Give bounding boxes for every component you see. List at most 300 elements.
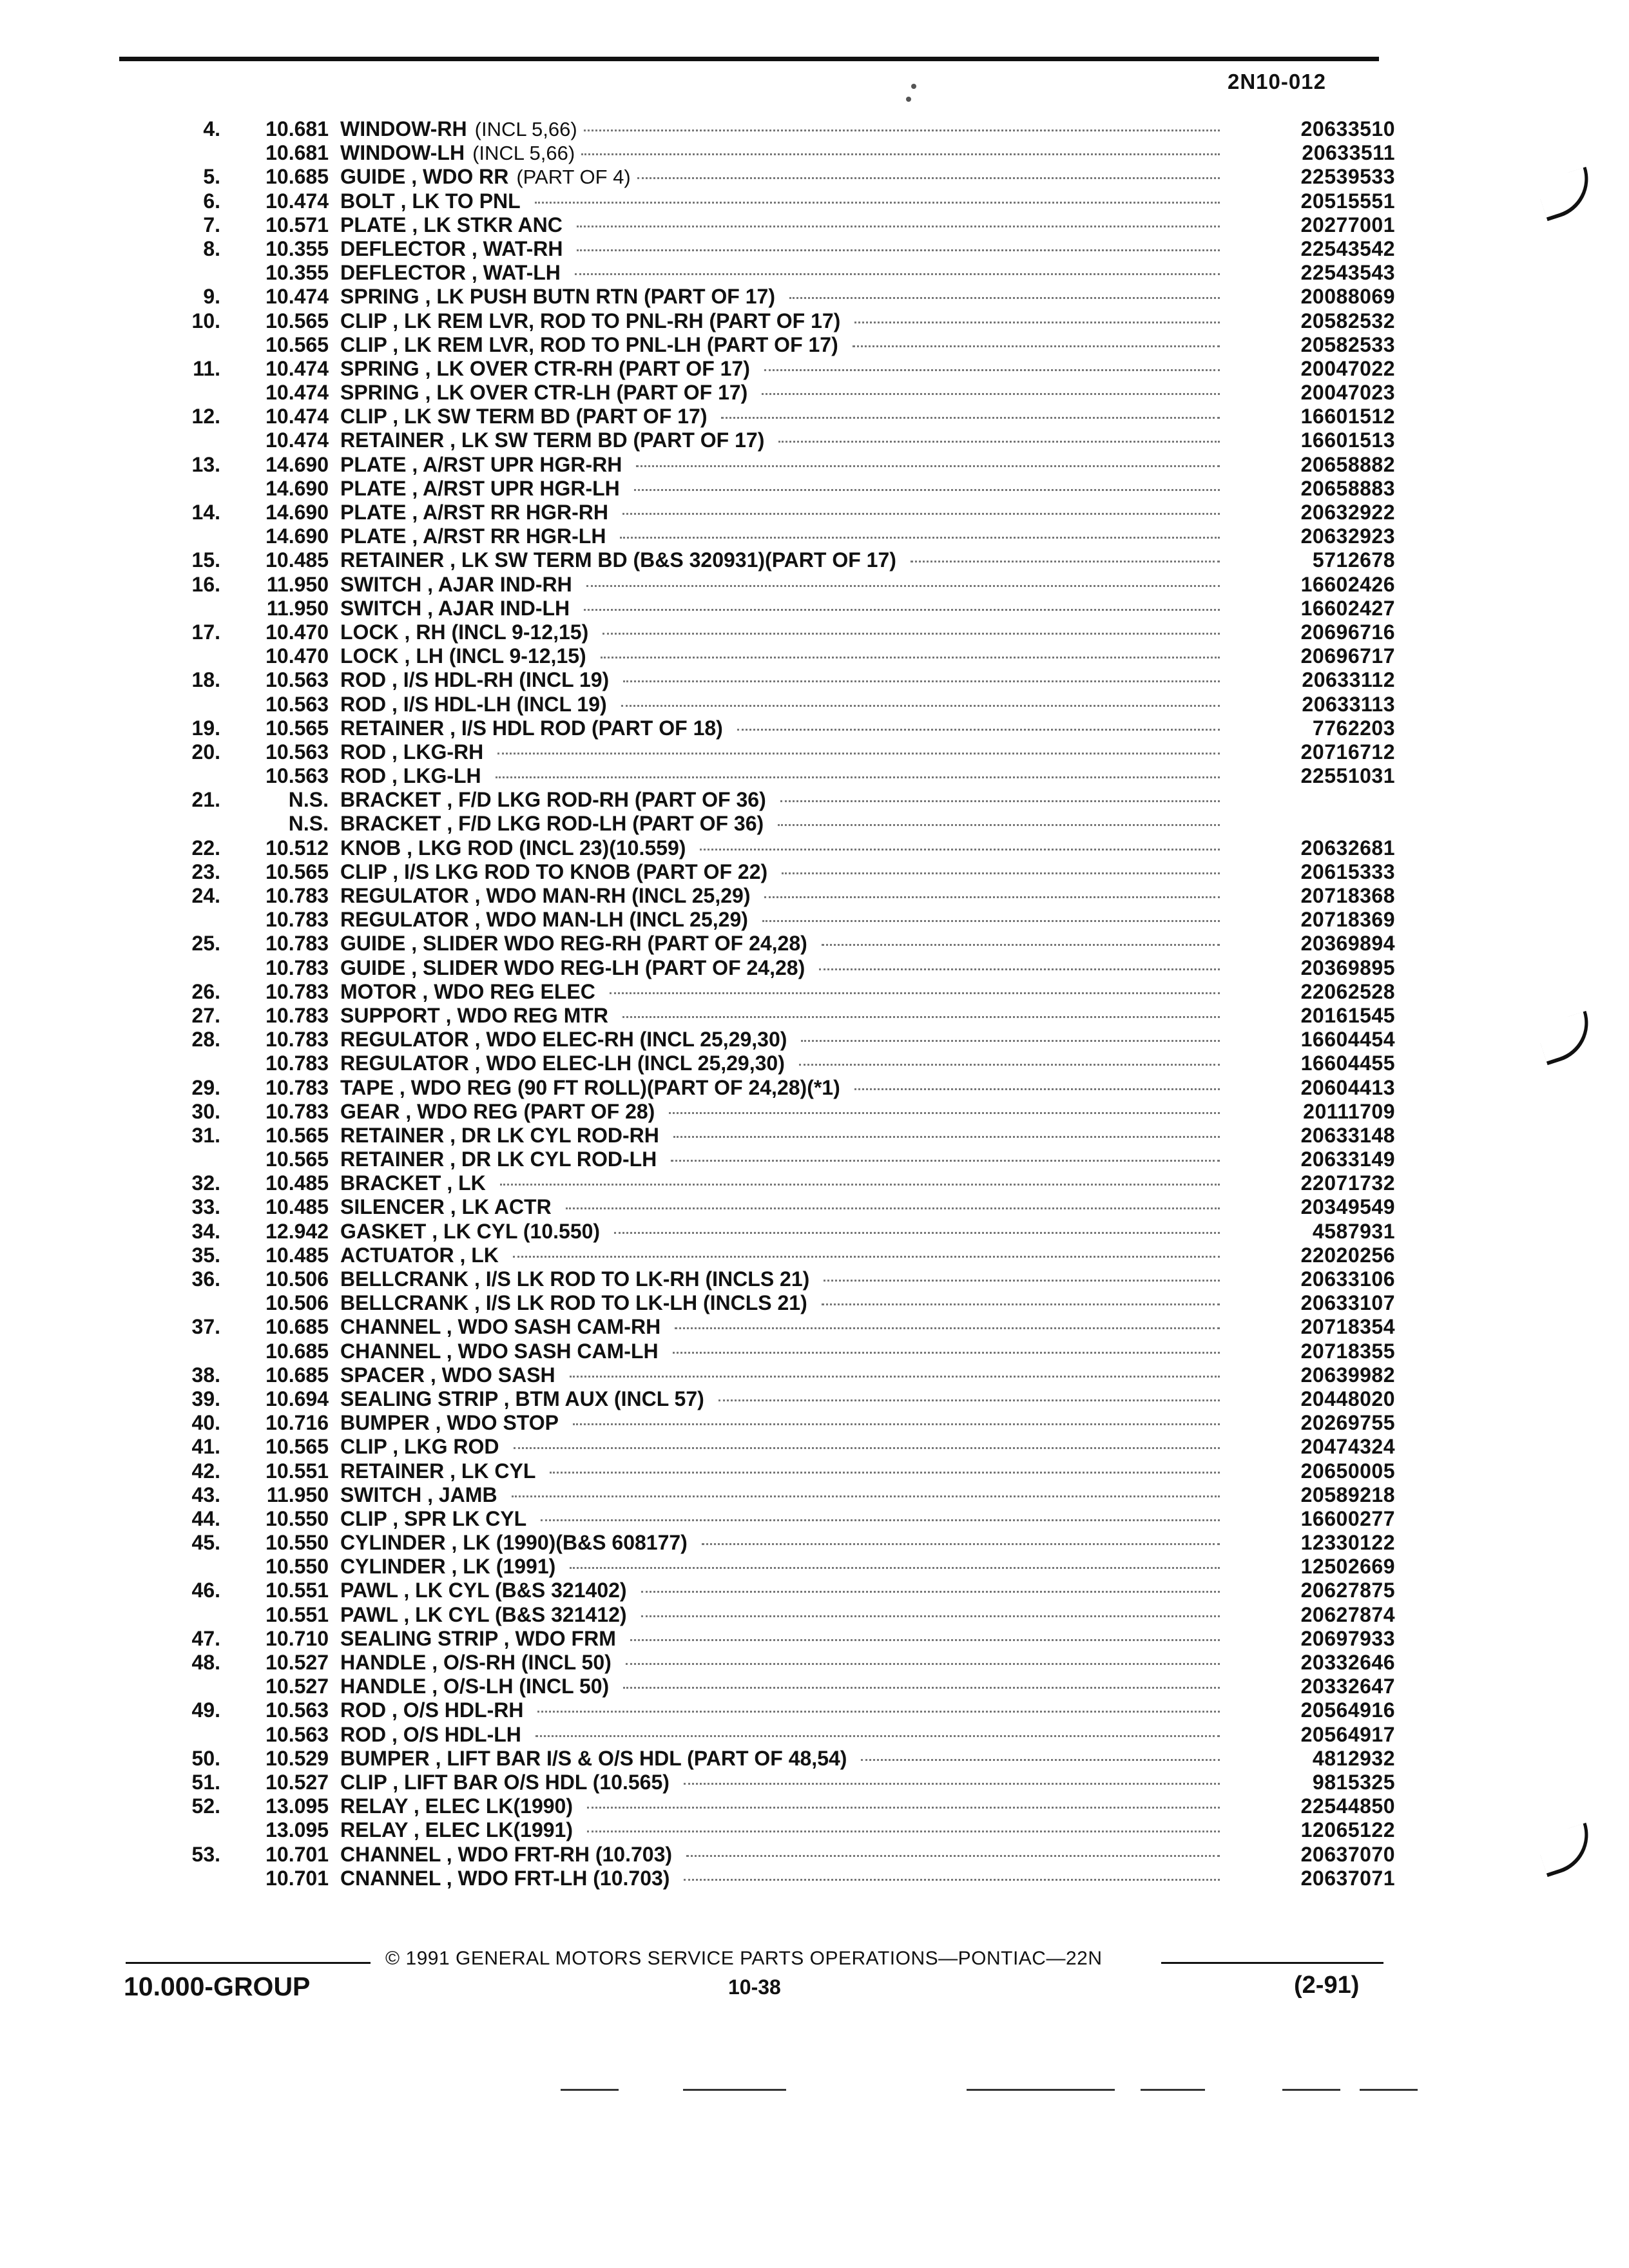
dot-leader bbox=[778, 824, 1220, 826]
group-code: 10.485 bbox=[265, 1243, 329, 1267]
item-number: 14. bbox=[191, 501, 220, 524]
footer-rule-right bbox=[1161, 1962, 1383, 1964]
dot-leader bbox=[570, 1376, 1220, 1378]
dot-leader bbox=[911, 561, 1220, 562]
dot-leader bbox=[762, 393, 1220, 395]
part-description bbox=[340, 1076, 1226, 1100]
dot-leader bbox=[512, 1495, 1220, 1497]
dot-leader bbox=[861, 1759, 1220, 1761]
item-number: 10. bbox=[191, 309, 220, 332]
part-row bbox=[148, 1555, 1395, 1579]
part-row bbox=[148, 261, 1395, 285]
part-name: PLATE , A/RST UPR HGR-RH bbox=[340, 452, 622, 476]
dot-leader bbox=[620, 537, 1220, 539]
part-name: BUMPER , LIFT BAR I/S & O/S HDL (PART OF 48,54) bbox=[340, 1746, 847, 1770]
part-name: SPRING , LK OVER CTR-RH (PART OF 17) bbox=[340, 356, 750, 380]
group-code: 10.563 bbox=[265, 1698, 329, 1722]
part-description bbox=[340, 1555, 1226, 1579]
part-number: 20633149 bbox=[1300, 1148, 1395, 1171]
part-row bbox=[148, 1411, 1395, 1435]
dot-leader bbox=[762, 920, 1220, 922]
part-number: 20369894 bbox=[1300, 932, 1395, 956]
part-row bbox=[148, 1747, 1395, 1771]
part-row bbox=[148, 1483, 1395, 1507]
part-description bbox=[340, 309, 1226, 333]
part-description bbox=[340, 381, 1226, 405]
part-row bbox=[148, 1723, 1395, 1747]
part-number: 20658883 bbox=[1300, 476, 1395, 500]
part-description bbox=[340, 477, 1226, 501]
part-description bbox=[340, 357, 1226, 381]
part-name: CLIP , LKG ROD bbox=[340, 1435, 499, 1459]
group-code: 10.563 bbox=[265, 764, 329, 788]
group-code: 10.527 bbox=[265, 1651, 329, 1674]
part-description bbox=[340, 1411, 1226, 1435]
part-number: 20564916 bbox=[1300, 1698, 1395, 1722]
dot-leader bbox=[718, 1399, 1220, 1401]
item-number: 27. bbox=[191, 1003, 220, 1027]
dot-leader bbox=[853, 345, 1220, 347]
group-code: 13.095 bbox=[265, 1794, 329, 1818]
part-name: HANDLE , O/S-RH (INCL 50) bbox=[340, 1651, 612, 1674]
part-row bbox=[148, 860, 1395, 884]
dot-leader bbox=[584, 130, 1220, 131]
item-number: 53. bbox=[191, 1842, 220, 1866]
part-number: 20332647 bbox=[1300, 1675, 1395, 1698]
group-code: 11.950 bbox=[266, 596, 329, 620]
part-description bbox=[340, 189, 1226, 213]
dot-leader bbox=[500, 1184, 1220, 1186]
part-row bbox=[148, 405, 1395, 428]
item-number: 48. bbox=[191, 1651, 220, 1674]
group-code: 10.550 bbox=[265, 1531, 329, 1555]
part-description bbox=[340, 1195, 1226, 1219]
dot-leader bbox=[700, 849, 1220, 850]
item-number: 41. bbox=[191, 1435, 220, 1459]
part-number: 20633511 bbox=[1302, 141, 1395, 165]
group-code: 10.470 bbox=[265, 644, 329, 668]
group-code: 14.690 bbox=[265, 452, 329, 476]
part-description bbox=[340, 333, 1226, 357]
part-description bbox=[340, 405, 1226, 428]
item-number: 38. bbox=[191, 1363, 220, 1387]
part-description bbox=[340, 261, 1226, 285]
item-number: 49. bbox=[191, 1698, 220, 1722]
part-number: 20269755 bbox=[1300, 1411, 1395, 1435]
part-description bbox=[340, 1315, 1226, 1339]
part-description bbox=[340, 524, 1226, 548]
dot-leader bbox=[819, 968, 1220, 970]
item-number: 6. bbox=[203, 189, 220, 213]
part-description bbox=[340, 1698, 1226, 1722]
item-number: 13. bbox=[191, 452, 220, 476]
top-rule bbox=[119, 57, 1379, 61]
part-name: LOCK , LH (INCL 9-12,15) bbox=[340, 644, 586, 668]
part-row bbox=[148, 573, 1395, 597]
part-number: 20604413 bbox=[1300, 1075, 1395, 1099]
part-name: REGULATOR , WDO MAN-LH (INCL 25,29) bbox=[340, 908, 748, 932]
group-code: 10.694 bbox=[265, 1387, 329, 1410]
item-number: 24. bbox=[191, 884, 220, 907]
part-number: 22020256 bbox=[1300, 1243, 1395, 1267]
part-number: 7762203 bbox=[1312, 716, 1395, 740]
dot-leader bbox=[636, 465, 1220, 467]
item-number: 22. bbox=[191, 836, 220, 860]
page-code: 2N10-012 bbox=[1228, 70, 1326, 93]
part-row bbox=[148, 477, 1395, 501]
item-number: 51. bbox=[191, 1770, 220, 1794]
part-description bbox=[340, 1507, 1226, 1531]
dot-leader bbox=[630, 1639, 1220, 1641]
group-code: 10.701 bbox=[265, 1842, 329, 1866]
footer-rule-left bbox=[126, 1962, 371, 1964]
part-description bbox=[340, 1340, 1226, 1363]
item-number: 4. bbox=[203, 117, 220, 140]
part-description bbox=[340, 1723, 1226, 1747]
part-number: 20633510 bbox=[1300, 117, 1395, 140]
part-number: 20448020 bbox=[1300, 1387, 1395, 1410]
scan-speck bbox=[911, 84, 916, 89]
part-name: RETAINER , LK SW TERM BD (B&S 320931)(PART OF 17) bbox=[340, 548, 896, 572]
part-name: ROD , O/S HDL-RH bbox=[340, 1698, 524, 1722]
part-number: 20088069 bbox=[1300, 285, 1395, 309]
part-name: KNOB , LKG ROD (INCL 23)(10.559) bbox=[340, 836, 686, 860]
part-row bbox=[148, 1195, 1395, 1219]
part-description bbox=[340, 1771, 1226, 1794]
part-number: 20632922 bbox=[1300, 501, 1395, 524]
part-row bbox=[148, 1627, 1395, 1651]
part-row bbox=[148, 1076, 1395, 1100]
part-row bbox=[148, 836, 1395, 860]
part-description bbox=[340, 716, 1226, 740]
item-number: 16. bbox=[191, 572, 220, 596]
part-number: 20369895 bbox=[1300, 956, 1395, 979]
part-name: DEFLECTOR , WAT-RH bbox=[340, 236, 563, 260]
part-description bbox=[340, 285, 1226, 309]
group-code: 10.563 bbox=[265, 668, 329, 692]
part-row bbox=[148, 309, 1395, 333]
part-number: 20718354 bbox=[1300, 1315, 1395, 1339]
part-row bbox=[148, 453, 1395, 477]
part-description bbox=[340, 764, 1226, 788]
dot-leader bbox=[675, 1327, 1220, 1329]
item-number: 36. bbox=[191, 1267, 220, 1291]
part-row bbox=[148, 1507, 1395, 1531]
part-name: PAWL , LK CYL (B&S 321402) bbox=[340, 1579, 627, 1602]
item-number: 30. bbox=[191, 1099, 220, 1123]
part-name: HANDLE , O/S-LH (INCL 50) bbox=[340, 1675, 610, 1698]
dot-leader bbox=[570, 1567, 1220, 1569]
dot-leader bbox=[822, 944, 1220, 946]
item-number: 9. bbox=[203, 285, 220, 309]
group-code: 10.783 bbox=[265, 979, 329, 1003]
part-name: SPRING , LK OVER CTR-LH (PART OF 17) bbox=[340, 381, 748, 405]
part-description bbox=[340, 1363, 1226, 1387]
part-name: ACTUATOR , LK bbox=[340, 1243, 499, 1267]
part-description bbox=[340, 1843, 1226, 1867]
copyright-notice: © 1991 GENERAL MOTORS SERVICE PARTS OPERATIONS—PONTIAC—22N bbox=[385, 1948, 1103, 1969]
part-description bbox=[340, 836, 1226, 860]
dot-leader bbox=[550, 1472, 1220, 1474]
part-name: BRACKET , F/D LKG ROD-LH (PART OF 36) bbox=[340, 812, 764, 836]
part-number: 20637070 bbox=[1300, 1842, 1395, 1866]
part-row bbox=[148, 1148, 1395, 1171]
group-code: 10.485 bbox=[265, 548, 329, 572]
scan-dash bbox=[561, 2089, 619, 2091]
part-row bbox=[148, 1867, 1395, 1890]
part-row bbox=[148, 1100, 1395, 1124]
part-description bbox=[340, 932, 1226, 956]
part-number: 16601512 bbox=[1300, 405, 1395, 428]
part-name: CLIP , LK REM LVR, ROD TO PNL-RH (PART OF 17) bbox=[340, 309, 841, 332]
part-number: 16601513 bbox=[1300, 428, 1395, 452]
dot-leader bbox=[671, 1160, 1220, 1162]
part-row bbox=[148, 357, 1395, 381]
part-description bbox=[340, 1531, 1226, 1555]
part-description bbox=[340, 213, 1226, 237]
part-number: 20161545 bbox=[1300, 1003, 1395, 1027]
scan-dash bbox=[1360, 2089, 1418, 2091]
scan-dash bbox=[1141, 2089, 1205, 2091]
part-name: DEFLECTOR , WAT-LH bbox=[340, 261, 561, 285]
dot-leader bbox=[637, 177, 1220, 179]
item-number: 23. bbox=[191, 860, 220, 883]
dot-leader bbox=[584, 609, 1220, 611]
group-code: 10.685 bbox=[265, 1363, 329, 1387]
item-number: 7. bbox=[203, 213, 220, 236]
dot-leader bbox=[764, 896, 1220, 898]
part-row bbox=[148, 1028, 1395, 1052]
part-name: SWITCH , AJAR IND-LH bbox=[340, 596, 570, 620]
part-name: ROD , I/S HDL-LH (INCL 19) bbox=[340, 692, 607, 716]
group-code: 10.550 bbox=[265, 1506, 329, 1530]
part-description bbox=[340, 1579, 1226, 1602]
dot-leader bbox=[622, 1016, 1220, 1018]
item-number: 39. bbox=[191, 1387, 220, 1410]
dot-leader bbox=[673, 1136, 1220, 1138]
item-number: 20. bbox=[191, 740, 220, 764]
group-code: 10.470 bbox=[265, 620, 329, 644]
part-row bbox=[148, 1291, 1395, 1315]
dot-leader bbox=[854, 322, 1220, 323]
group-code: 12.942 bbox=[265, 1219, 329, 1243]
part-name: BOLT , LK TO PNL bbox=[340, 189, 521, 213]
part-description bbox=[340, 453, 1226, 477]
group-code: 14.690 bbox=[265, 476, 329, 500]
part-row bbox=[148, 1171, 1395, 1195]
part-description bbox=[340, 1387, 1226, 1411]
part-description bbox=[340, 1747, 1226, 1771]
part-row bbox=[148, 141, 1395, 165]
dot-leader bbox=[626, 1663, 1220, 1665]
part-name: CLIP , LIFT BAR O/S HDL (10.565) bbox=[340, 1770, 670, 1794]
part-name: ROD , LKG-RH bbox=[340, 740, 484, 764]
item-number: 35. bbox=[191, 1243, 220, 1267]
part-number: 20627875 bbox=[1300, 1579, 1395, 1602]
part-name: PLATE , A/RST UPR HGR-LH bbox=[340, 476, 620, 500]
item-number: 42. bbox=[191, 1459, 220, 1483]
dot-leader bbox=[686, 1855, 1220, 1857]
dot-leader bbox=[641, 1615, 1220, 1617]
group-code: 10.783 bbox=[265, 956, 329, 979]
part-row bbox=[148, 1340, 1395, 1363]
item-number: 19. bbox=[191, 716, 220, 740]
part-name: CLIP , LK REM LVR, ROD TO PNL-LH (PART OF 17) bbox=[340, 332, 838, 356]
part-description bbox=[340, 573, 1226, 597]
part-number: 20633107 bbox=[1300, 1291, 1395, 1315]
dot-leader bbox=[587, 1831, 1220, 1832]
item-number: 52. bbox=[191, 1794, 220, 1818]
group-code: 10.485 bbox=[265, 1195, 329, 1219]
part-number: 20633113 bbox=[1302, 692, 1395, 716]
part-number: 20633106 bbox=[1300, 1267, 1395, 1291]
part-number: 20658882 bbox=[1300, 452, 1395, 476]
part-description bbox=[340, 1435, 1226, 1459]
item-number: 33. bbox=[191, 1195, 220, 1219]
group-code: 10.685 bbox=[265, 1339, 329, 1363]
part-description bbox=[340, 1124, 1226, 1148]
part-description bbox=[340, 1028, 1226, 1052]
dot-leader bbox=[497, 753, 1220, 754]
part-description bbox=[340, 693, 1226, 716]
dot-leader bbox=[535, 1735, 1220, 1737]
item-number: 21. bbox=[191, 788, 220, 812]
part-name: RETAINER , LK SW TERM BD (PART OF 17) bbox=[340, 428, 765, 452]
dot-leader bbox=[573, 1423, 1220, 1425]
part-description bbox=[340, 1244, 1226, 1267]
margin-mark bbox=[1535, 1011, 1598, 1066]
group-code: 10.685 bbox=[265, 165, 329, 189]
part-row bbox=[148, 980, 1395, 1004]
part-row bbox=[148, 1387, 1395, 1411]
group-code: 10.485 bbox=[265, 1171, 329, 1195]
part-row bbox=[148, 1363, 1395, 1387]
part-number: 20111709 bbox=[1303, 1099, 1395, 1123]
part-row bbox=[148, 333, 1395, 357]
part-row bbox=[148, 381, 1395, 405]
group-code: 10.783 bbox=[265, 1028, 329, 1052]
part-row bbox=[148, 908, 1395, 932]
group-code: 10.474 bbox=[265, 189, 329, 213]
part-description bbox=[340, 1459, 1226, 1483]
scan-dash bbox=[1282, 2089, 1340, 2091]
item-number: 43. bbox=[191, 1483, 220, 1506]
part-name: PLATE , LK STKR ANC bbox=[340, 213, 563, 236]
part-row bbox=[148, 428, 1395, 452]
dot-leader bbox=[566, 1207, 1220, 1209]
part-number: 5712678 bbox=[1312, 548, 1395, 572]
part-name: PLATE , A/RST RR HGR-LH bbox=[340, 524, 606, 548]
group-code: 10.681 bbox=[265, 141, 329, 165]
dot-leader bbox=[764, 369, 1220, 371]
group-code: 10.506 bbox=[265, 1291, 329, 1315]
part-description bbox=[340, 740, 1226, 764]
item-number: 29. bbox=[191, 1075, 220, 1099]
part-number: 20277001 bbox=[1300, 213, 1395, 236]
part-number: 20627874 bbox=[1300, 1602, 1395, 1626]
item-number: 8. bbox=[203, 236, 220, 260]
group-code: 10.565 bbox=[265, 716, 329, 740]
part-row bbox=[148, 764, 1395, 788]
item-number: 18. bbox=[191, 668, 220, 692]
dot-leader bbox=[789, 297, 1220, 299]
part-name: RETAINER , DR LK CYL ROD-RH bbox=[340, 1123, 659, 1147]
dot-leader bbox=[702, 1543, 1220, 1545]
item-number: 40. bbox=[191, 1411, 220, 1435]
group-code: 10.783 bbox=[265, 1075, 329, 1099]
part-row bbox=[148, 1052, 1395, 1075]
dot-leader bbox=[673, 1352, 1220, 1354]
part-name: RETAINER , I/S HDL ROD (PART OF 18) bbox=[340, 716, 723, 740]
group-code: 10.565 bbox=[265, 332, 329, 356]
part-row bbox=[148, 1315, 1395, 1339]
part-row bbox=[148, 237, 1395, 261]
dot-leader bbox=[684, 1879, 1220, 1881]
part-number: 22062528 bbox=[1300, 979, 1395, 1003]
part-name: RELAY , ELEC LK(1990) bbox=[340, 1794, 573, 1818]
margin-mark bbox=[1535, 1823, 1598, 1878]
part-description bbox=[340, 788, 1226, 812]
part-name: BUMPER , WDO STOP bbox=[340, 1411, 559, 1435]
part-description bbox=[340, 1148, 1226, 1171]
group-code: 10.355 bbox=[265, 261, 329, 285]
part-row bbox=[148, 1220, 1395, 1244]
group-code: 10.783 bbox=[265, 932, 329, 956]
dot-leader bbox=[801, 1040, 1220, 1042]
part-description bbox=[340, 956, 1226, 980]
dot-leader bbox=[721, 417, 1220, 419]
scan-dash bbox=[967, 2089, 1115, 2091]
part-number: 22543543 bbox=[1300, 261, 1395, 285]
dot-leader bbox=[577, 249, 1220, 251]
dot-leader bbox=[581, 153, 1220, 155]
part-name: CHANNEL , WDO SASH CAM-LH bbox=[340, 1339, 659, 1363]
part-name: RETAINER , DR LK CYL ROD-LH bbox=[340, 1148, 657, 1171]
part-number: 20582532 bbox=[1300, 309, 1395, 332]
group-code: 10.474 bbox=[265, 381, 329, 405]
part-detail: (INCL 5,66) bbox=[472, 142, 575, 165]
group-code: 10.565 bbox=[265, 309, 329, 332]
part-description bbox=[340, 980, 1226, 1004]
part-description bbox=[340, 1220, 1226, 1244]
part-name: CHANNEL , WDO FRT-RH (10.703) bbox=[340, 1842, 673, 1866]
part-name: CHANNEL , WDO SASH CAM-RH bbox=[340, 1315, 661, 1339]
part-row bbox=[148, 1459, 1395, 1483]
dot-leader bbox=[623, 680, 1220, 682]
part-number: 22539533 bbox=[1300, 165, 1395, 189]
part-row bbox=[148, 956, 1395, 980]
dot-leader bbox=[535, 202, 1220, 204]
part-row bbox=[148, 1244, 1395, 1267]
part-description bbox=[340, 884, 1226, 908]
dot-leader bbox=[586, 585, 1220, 587]
part-description bbox=[340, 1171, 1226, 1195]
part-number: 20047022 bbox=[1300, 356, 1395, 380]
part-number: 20637071 bbox=[1300, 1866, 1395, 1890]
part-number: 20633148 bbox=[1300, 1123, 1395, 1147]
part-name: WINDOW-LH bbox=[340, 141, 465, 165]
part-name: SILENCER , LK ACTR bbox=[340, 1195, 552, 1219]
part-row bbox=[148, 693, 1395, 716]
part-row bbox=[148, 1698, 1395, 1722]
part-number: 20639982 bbox=[1300, 1363, 1395, 1387]
item-number: 32. bbox=[191, 1171, 220, 1195]
part-name: ROD , LKG-LH bbox=[340, 764, 481, 788]
part-description bbox=[340, 1651, 1226, 1675]
part-name: GEAR , WDO REG (PART OF 28) bbox=[340, 1099, 655, 1123]
part-row bbox=[148, 716, 1395, 740]
part-name: BRACKET , F/D LKG ROD-RH (PART OF 36) bbox=[340, 788, 766, 812]
